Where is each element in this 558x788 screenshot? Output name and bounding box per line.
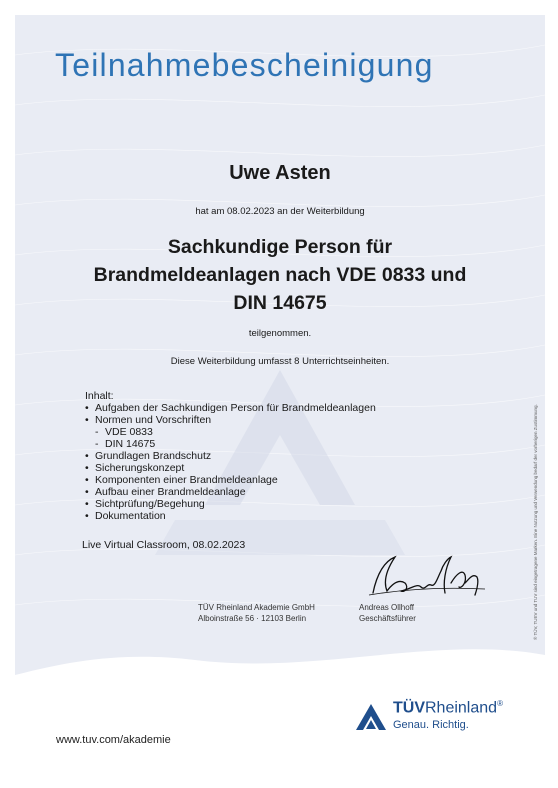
list-item: • Aufbau einer Brandmeldeanlage bbox=[85, 486, 376, 498]
website-link[interactable]: www.tuv.com/akademie bbox=[56, 734, 171, 746]
units-line: Diese Weiterbildung umfasst 8 Unterrichtseinheiten. bbox=[170, 356, 390, 367]
signatory-role: Geschäftsführer bbox=[359, 614, 416, 623]
list-item: • Aufgaben der Sachkundigen Person für Brandmeldeanlagen bbox=[85, 402, 376, 414]
list-item: - VDE 0833 bbox=[85, 426, 376, 438]
logo-brand-regular: Rheinland bbox=[425, 699, 498, 717]
signatory-block bbox=[359, 602, 416, 624]
organization-address: Alboinstraße 56 · 12103 Berlin bbox=[198, 614, 307, 623]
tuv-triangle-icon bbox=[355, 703, 387, 731]
content-heading: Inhalt: bbox=[85, 390, 114, 402]
course-title-line: DIN 14675 bbox=[233, 292, 327, 314]
signature-image bbox=[365, 543, 495, 603]
certificate-title: Teilnahmebescheinigung bbox=[55, 47, 434, 83]
participant-name: Uwe Asten bbox=[229, 162, 331, 184]
organization-name: TÜV Rheinland Akademie GmbH bbox=[198, 603, 315, 612]
list-item: • Normen und Vorschriften bbox=[85, 414, 376, 426]
course-title bbox=[15, 233, 545, 317]
course-title-line: Sachkundige Person für bbox=[167, 236, 393, 258]
list-item: • Komponenten einer Brandmeldeanlage bbox=[85, 474, 376, 486]
logo-brand-bold: TÜV bbox=[393, 699, 425, 717]
logo-slogan: Genau. Richtig. bbox=[393, 719, 469, 731]
list-item: • Grundlagen Brandschutz bbox=[85, 450, 376, 462]
content-list bbox=[85, 390, 376, 522]
certificate-page bbox=[15, 15, 545, 773]
organization-block bbox=[198, 602, 315, 624]
attendance-line: hat am 08.02.2023 an der Weiterbildung bbox=[195, 206, 365, 217]
list-item: • Sichtprüfung/Begehung bbox=[85, 498, 376, 510]
trademark-note: ® TÜV, TUEV und TUV sind eingetragene Marken. Eine Nutzung und Verwendung bedarf der vorherigen Zustimmung. bbox=[533, 404, 538, 640]
list-item: - DIN 14675 bbox=[85, 438, 376, 450]
participated-text: teilgenommen. bbox=[248, 328, 312, 339]
course-title-line: Brandmeldeanlagen nach VDE 0833 und bbox=[93, 264, 467, 286]
place-date: Live Virtual Classroom, 08.02.2023 bbox=[82, 539, 246, 551]
logo-registered-mark: ® bbox=[497, 699, 503, 708]
list-item: • Sicherungskonzept bbox=[85, 462, 376, 474]
tuv-logo-text bbox=[393, 699, 503, 717]
signatory-name: Andreas Ollhoff bbox=[359, 603, 414, 612]
list-item: • Dokumentation bbox=[85, 510, 376, 522]
